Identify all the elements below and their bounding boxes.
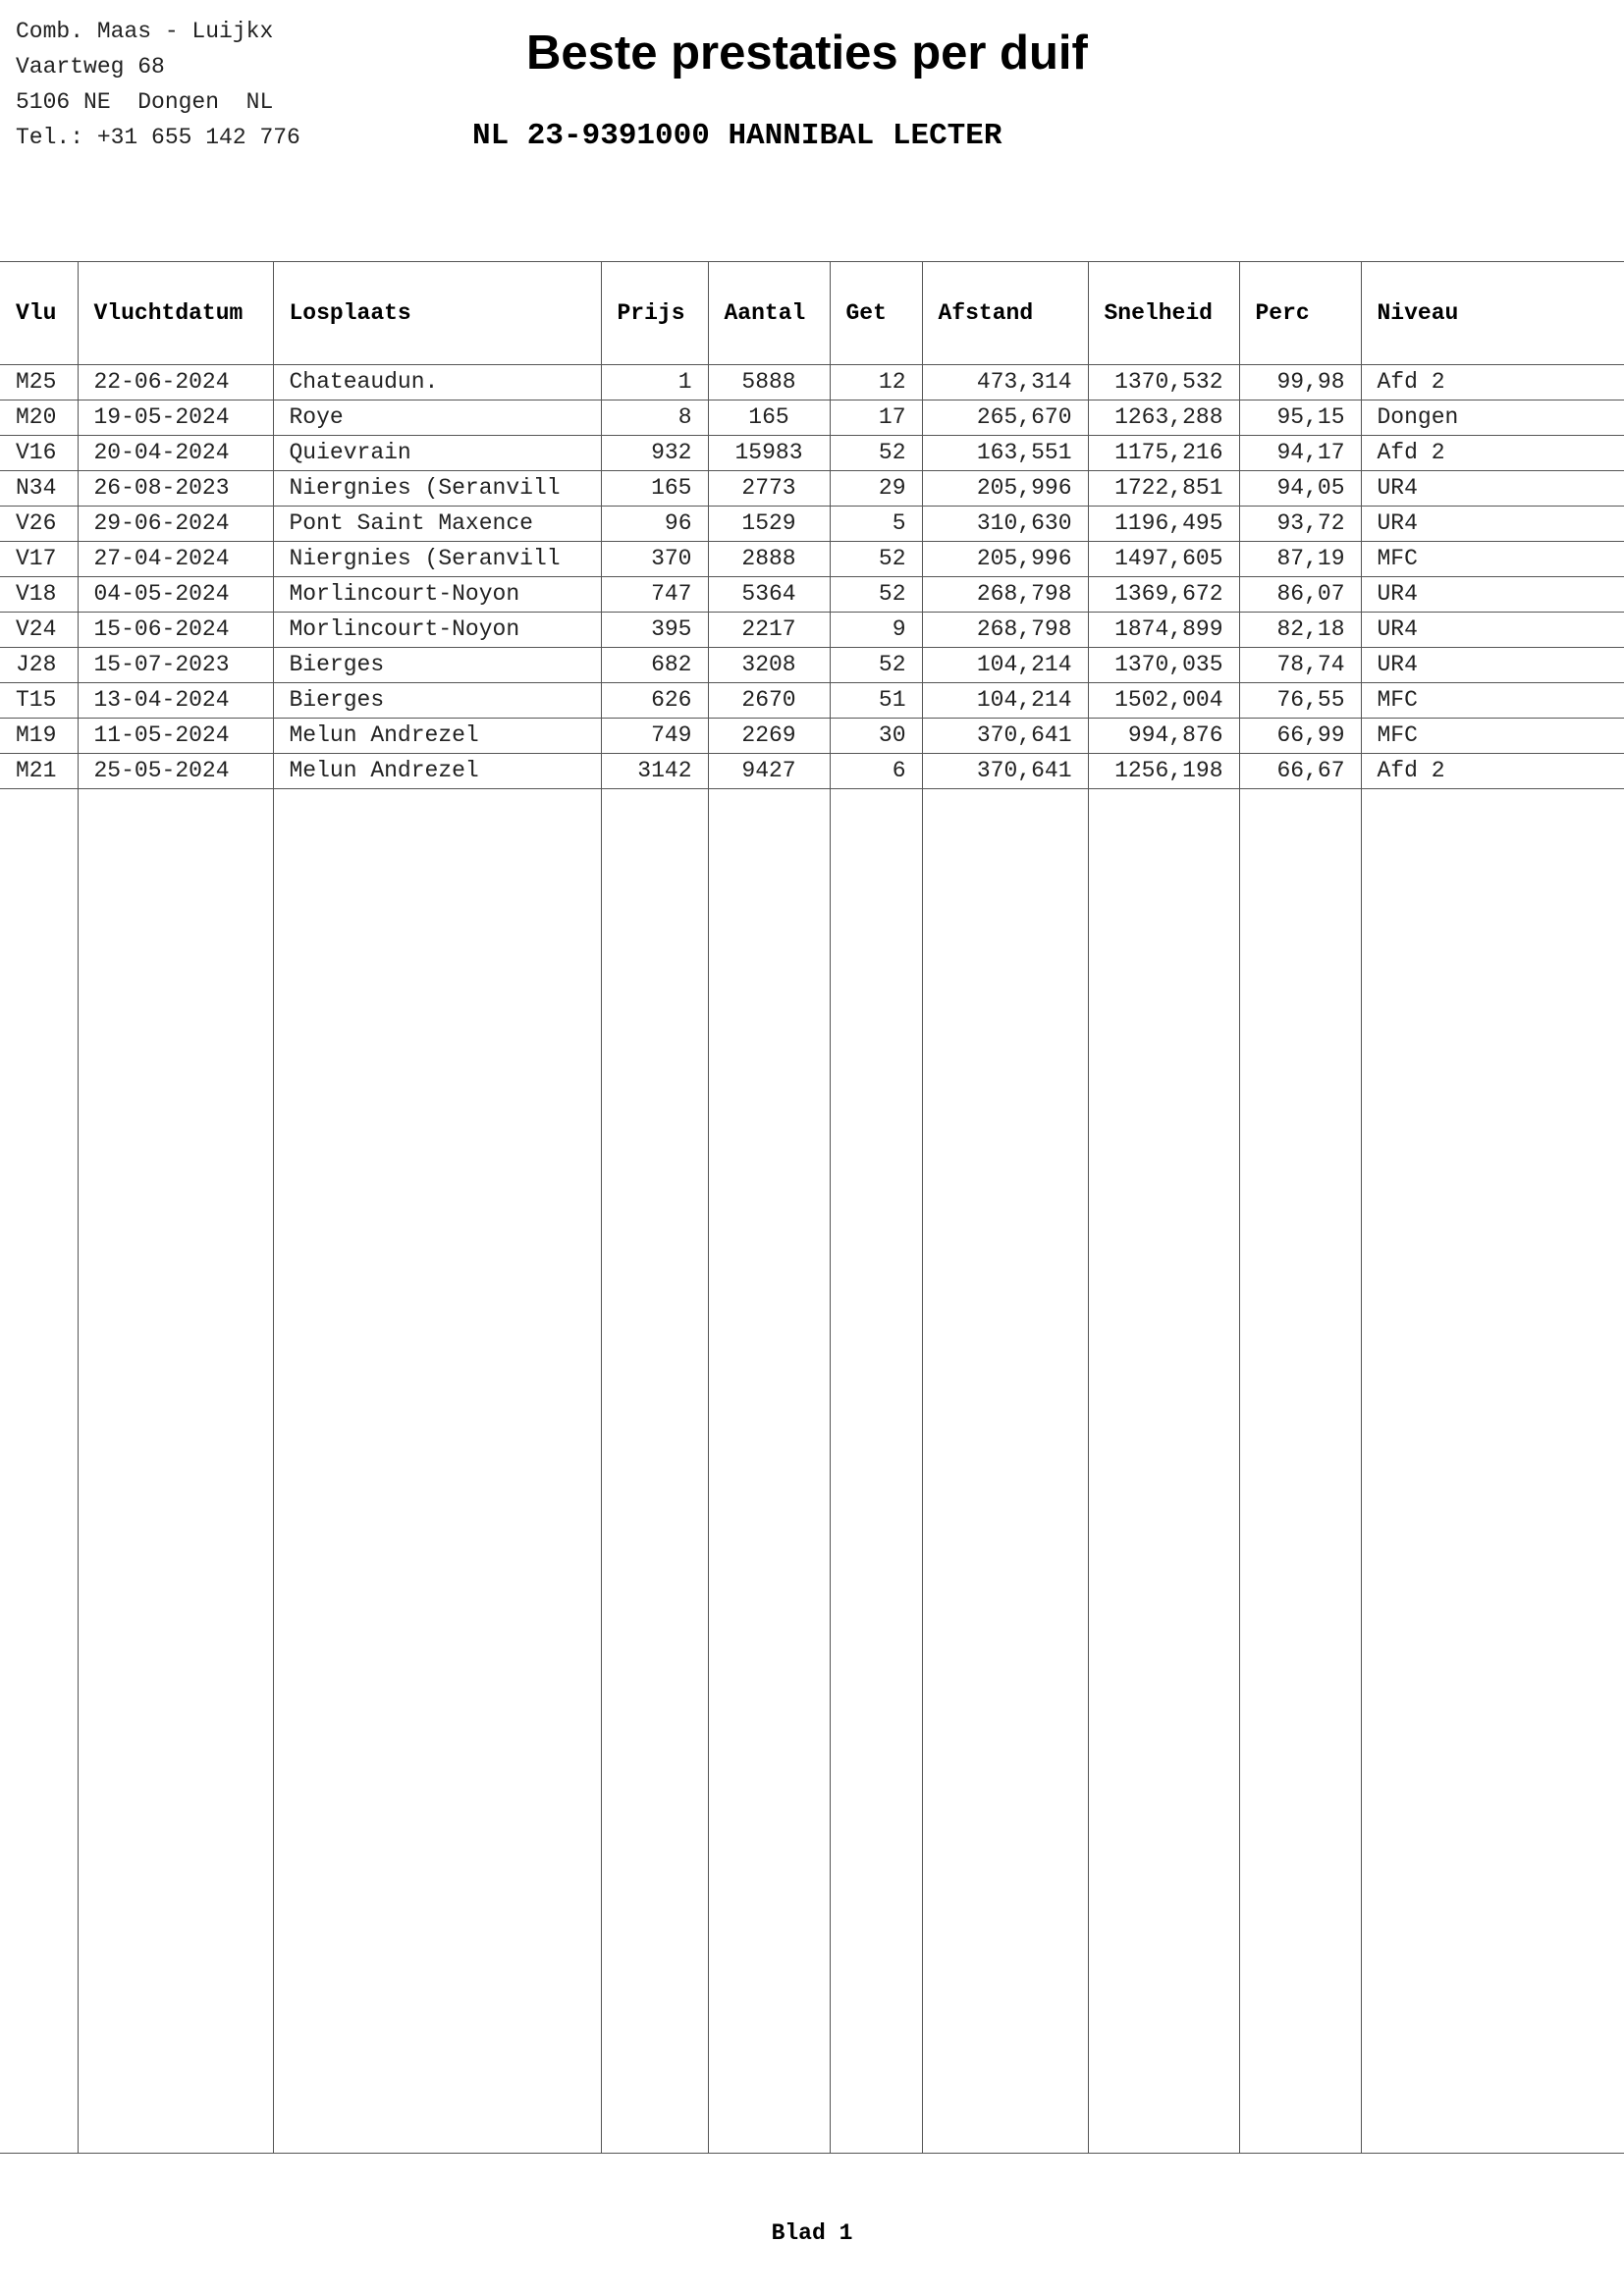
cell-get: 6 [830, 754, 922, 789]
cell-prijs: 3142 [601, 754, 708, 789]
report-title: Beste prestaties per duif [526, 27, 1088, 80]
cell-get: 9 [830, 613, 922, 648]
cell-niveau: Afd 2 [1361, 365, 1624, 400]
cell-get: 12 [830, 365, 922, 400]
cell-snelheid: 1502,004 [1088, 683, 1239, 719]
cell-vlu: M20 [0, 400, 78, 436]
cell-prijs: 370 [601, 542, 708, 577]
cell-snelheid: 1497,605 [1088, 542, 1239, 577]
table-row [0, 471, 1624, 507]
cell-afstand: 104,214 [922, 683, 1088, 719]
cell-niveau: Afd 2 [1361, 436, 1624, 471]
cell-prijs: 1 [601, 365, 708, 400]
cell-afstand: 370,641 [922, 754, 1088, 789]
cell-snelheid: 1874,899 [1088, 613, 1239, 648]
cell-prijs: 165 [601, 471, 708, 507]
cell-prijs: 96 [601, 507, 708, 542]
cell-perc: 87,19 [1239, 542, 1361, 577]
header-vlu: Vlu [0, 262, 78, 365]
cell-losplaats: Morlincourt-Noyon [273, 577, 601, 613]
cell-afstand: 205,996 [922, 542, 1088, 577]
cell-aantal: 2888 [708, 542, 830, 577]
cell-get: 5 [830, 507, 922, 542]
cell-snelheid: 994,876 [1088, 719, 1239, 754]
cell-aantal: 2670 [708, 683, 830, 719]
cell-get: 52 [830, 436, 922, 471]
empty-cell [1361, 789, 1624, 2154]
cell-vluchtdatum: 13-04-2024 [78, 683, 273, 719]
table-row [0, 754, 1624, 789]
header-perc: Perc [1239, 262, 1361, 365]
cell-aantal: 3208 [708, 648, 830, 683]
cell-perc: 93,72 [1239, 507, 1361, 542]
cell-perc: 66,67 [1239, 754, 1361, 789]
empty-cell [708, 789, 830, 2154]
table-row [0, 613, 1624, 648]
cell-afstand: 370,641 [922, 719, 1088, 754]
cell-prijs: 932 [601, 436, 708, 471]
cell-prijs: 626 [601, 683, 708, 719]
cell-perc: 66,99 [1239, 719, 1361, 754]
cell-get: 17 [830, 400, 922, 436]
cell-get: 30 [830, 719, 922, 754]
cell-niveau: UR4 [1361, 507, 1624, 542]
cell-afstand: 473,314 [922, 365, 1088, 400]
cell-losplaats: Niergnies (Seranvill [273, 542, 601, 577]
address-phone: Tel.: +31 655 142 776 [16, 125, 300, 150]
cell-aantal: 2773 [708, 471, 830, 507]
cell-vluchtdatum: 04-05-2024 [78, 577, 273, 613]
cell-vluchtdatum: 15-06-2024 [78, 613, 273, 648]
cell-vluchtdatum: 19-05-2024 [78, 400, 273, 436]
cell-aantal: 2269 [708, 719, 830, 754]
cell-aantal: 2217 [708, 613, 830, 648]
cell-prijs: 747 [601, 577, 708, 613]
cell-losplaats: Bierges [273, 683, 601, 719]
cell-perc: 78,74 [1239, 648, 1361, 683]
cell-snelheid: 1256,198 [1088, 754, 1239, 789]
cell-vlu: V26 [0, 507, 78, 542]
cell-vlu: T15 [0, 683, 78, 719]
header-vluchtdatum: Vluchtdatum [78, 262, 273, 365]
cell-afstand: 163,551 [922, 436, 1088, 471]
cell-get: 52 [830, 542, 922, 577]
header-prijs: Prijs [601, 262, 708, 365]
cell-afstand: 265,670 [922, 400, 1088, 436]
header-get: Get [830, 262, 922, 365]
cell-vlu: V24 [0, 613, 78, 648]
sender-address [16, 14, 300, 155]
empty-cell [1239, 789, 1361, 2154]
cell-vluchtdatum: 29-06-2024 [78, 507, 273, 542]
cell-losplaats: Morlincourt-Noyon [273, 613, 601, 648]
cell-vluchtdatum: 15-07-2023 [78, 648, 273, 683]
cell-losplaats: Niergnies (Seranvill [273, 471, 601, 507]
cell-perc: 94,17 [1239, 436, 1361, 471]
results-table [0, 261, 1624, 2154]
cell-vlu: J28 [0, 648, 78, 683]
cell-vluchtdatum: 20-04-2024 [78, 436, 273, 471]
cell-vlu: M21 [0, 754, 78, 789]
cell-snelheid: 1175,216 [1088, 436, 1239, 471]
cell-losplaats: Bierges [273, 648, 601, 683]
cell-niveau: Afd 2 [1361, 754, 1624, 789]
cell-perc: 99,98 [1239, 365, 1361, 400]
cell-vluchtdatum: 27-04-2024 [78, 542, 273, 577]
address-name: Comb. Maas - Luijkx [16, 19, 274, 44]
header-niveau: Niveau [1361, 262, 1624, 365]
cell-aantal: 9427 [708, 754, 830, 789]
cell-get: 51 [830, 683, 922, 719]
header-aantal: Aantal [708, 262, 830, 365]
cell-afstand: 104,214 [922, 648, 1088, 683]
table-empty-space [0, 789, 1624, 2154]
cell-vluchtdatum: 11-05-2024 [78, 719, 273, 754]
cell-aantal: 5364 [708, 577, 830, 613]
table-row [0, 436, 1624, 471]
table-row [0, 365, 1624, 400]
empty-cell [601, 789, 708, 2154]
cell-get: 29 [830, 471, 922, 507]
cell-losplaats: Quievrain [273, 436, 601, 471]
cell-vluchtdatum: 26-08-2023 [78, 471, 273, 507]
cell-niveau: UR4 [1361, 471, 1624, 507]
cell-afstand: 268,798 [922, 613, 1088, 648]
cell-vlu: M19 [0, 719, 78, 754]
cell-vluchtdatum: 22-06-2024 [78, 365, 273, 400]
cell-snelheid: 1370,532 [1088, 365, 1239, 400]
cell-losplaats: Pont Saint Maxence [273, 507, 601, 542]
cell-afstand: 310,630 [922, 507, 1088, 542]
cell-snelheid: 1722,851 [1088, 471, 1239, 507]
empty-cell [78, 789, 273, 2154]
cell-perc: 82,18 [1239, 613, 1361, 648]
cell-perc: 86,07 [1239, 577, 1361, 613]
cell-vlu: V16 [0, 436, 78, 471]
table-row [0, 719, 1624, 754]
cell-vlu: V17 [0, 542, 78, 577]
cell-vlu: V18 [0, 577, 78, 613]
cell-niveau: MFC [1361, 683, 1624, 719]
table-header-row [0, 262, 1624, 365]
cell-aantal: 15983 [708, 436, 830, 471]
cell-aantal: 165 [708, 400, 830, 436]
cell-losplaats: Melun Andrezel [273, 754, 601, 789]
cell-niveau: UR4 [1361, 648, 1624, 683]
empty-cell [0, 789, 78, 2154]
results-table-container [0, 261, 1624, 2154]
cell-snelheid: 1263,288 [1088, 400, 1239, 436]
cell-niveau: UR4 [1361, 613, 1624, 648]
header-snelheid: Snelheid [1088, 262, 1239, 365]
pigeon-identifier: NL 23-9391000 HANNIBAL LECTER [472, 119, 1002, 153]
cell-perc: 94,05 [1239, 471, 1361, 507]
cell-losplaats: Melun Andrezel [273, 719, 601, 754]
header-afstand: Afstand [922, 262, 1088, 365]
cell-perc: 95,15 [1239, 400, 1361, 436]
table-row [0, 683, 1624, 719]
cell-niveau: MFC [1361, 542, 1624, 577]
page-number: Blad 1 [771, 2220, 853, 2246]
empty-cell [922, 789, 1088, 2154]
cell-snelheid: 1196,495 [1088, 507, 1239, 542]
cell-get: 52 [830, 577, 922, 613]
empty-cell [830, 789, 922, 2154]
table-row [0, 577, 1624, 613]
cell-aantal: 5888 [708, 365, 830, 400]
cell-afstand: 205,996 [922, 471, 1088, 507]
table-row [0, 400, 1624, 436]
cell-niveau: UR4 [1361, 577, 1624, 613]
cell-losplaats: Chateaudun. [273, 365, 601, 400]
cell-prijs: 395 [601, 613, 708, 648]
cell-niveau: MFC [1361, 719, 1624, 754]
cell-losplaats: Roye [273, 400, 601, 436]
cell-vluchtdatum: 25-05-2024 [78, 754, 273, 789]
cell-get: 52 [830, 648, 922, 683]
cell-perc: 76,55 [1239, 683, 1361, 719]
cell-prijs: 749 [601, 719, 708, 754]
table-row [0, 507, 1624, 542]
address-city: 5106 NE Dongen NL [16, 89, 274, 115]
cell-niveau: Dongen [1361, 400, 1624, 436]
cell-vlu: N34 [0, 471, 78, 507]
header-losplaats: Losplaats [273, 262, 601, 365]
cell-prijs: 682 [601, 648, 708, 683]
cell-prijs: 8 [601, 400, 708, 436]
table-row [0, 648, 1624, 683]
cell-afstand: 268,798 [922, 577, 1088, 613]
empty-cell [273, 789, 601, 2154]
empty-cell [1088, 789, 1239, 2154]
address-street: Vaartweg 68 [16, 54, 165, 80]
table-row [0, 542, 1624, 577]
cell-snelheid: 1370,035 [1088, 648, 1239, 683]
cell-aantal: 1529 [708, 507, 830, 542]
cell-vlu: M25 [0, 365, 78, 400]
cell-snelheid: 1369,672 [1088, 577, 1239, 613]
